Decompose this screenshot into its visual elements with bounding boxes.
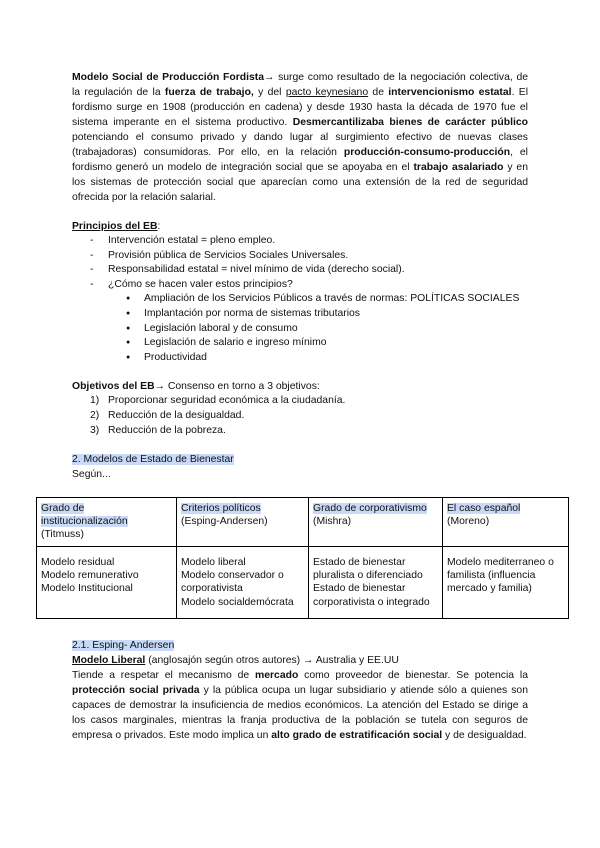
table-header-cell bbox=[177, 498, 309, 547]
section-2-1 bbox=[72, 638, 528, 743]
bold-text: protección social privada bbox=[72, 685, 200, 696]
bold-text: producción-consumo-producción bbox=[343, 147, 511, 158]
list-item: ● Productividad bbox=[126, 351, 528, 366]
text: como proveedor de bienestar. Se potencia la bbox=[298, 670, 528, 681]
header-sub: (Mishra) bbox=[313, 516, 352, 528]
cell-line: Modelo residual bbox=[41, 557, 115, 568]
table-cell bbox=[309, 547, 443, 619]
text: Reducción de la pobreza. bbox=[108, 424, 226, 436]
modelo-liberal-title bbox=[72, 653, 528, 668]
text: Consenso en torno a 3 objetivos: bbox=[164, 381, 320, 393]
heading-text: Principios del EB bbox=[72, 221, 158, 232]
text: y del bbox=[253, 87, 286, 98]
text: y de desigualdad. bbox=[442, 730, 527, 741]
list-item: ● Legislación de salario e ingreso mínimo bbox=[126, 336, 528, 351]
bold-text: trabajo asalariado bbox=[413, 162, 504, 173]
header-text: Criterios políticos bbox=[181, 503, 261, 514]
table-cell bbox=[443, 547, 569, 619]
cell-line: Modelo conservador o corporativista bbox=[181, 570, 284, 595]
text: Reducción de la desigualdad. bbox=[108, 409, 245, 421]
table-cell bbox=[37, 547, 177, 619]
section-2-heading bbox=[72, 452, 528, 467]
list-item: - Intervención estatal = pleno empleo. bbox=[90, 234, 528, 249]
cell-line: Modelo liberal bbox=[181, 557, 246, 568]
objetivos-heading bbox=[72, 379, 528, 394]
cell-line: Estado de bienestar corporativista o integrado bbox=[313, 583, 430, 608]
bold-text: fuerza de trabajo, bbox=[164, 87, 254, 98]
table-row bbox=[37, 547, 569, 619]
intro-paragraph bbox=[72, 70, 528, 205]
list-item bbox=[90, 394, 528, 409]
cell-line: Modelo Institucional bbox=[41, 583, 133, 595]
list-item: ● Legislación laboral y de consumo bbox=[126, 322, 528, 337]
fordismo-term: Modelo Social de Producción Fordista bbox=[72, 72, 264, 83]
table-header-cell bbox=[309, 498, 443, 547]
table-header-cell bbox=[37, 498, 177, 547]
text: surge como resultado de la negociación colectiva, de la regulación de la bbox=[72, 72, 529, 98]
modelo-liberal-paragraph bbox=[72, 668, 528, 743]
arrow: → bbox=[264, 72, 275, 83]
list-number: 1) bbox=[90, 395, 100, 407]
principios-heading bbox=[72, 219, 528, 234]
heading-text: 2. Modelos de Estado de Bienestar bbox=[72, 454, 234, 466]
bold-text: intervencionismo estatal bbox=[388, 87, 512, 98]
text: y la pública ocupa un lugar subsidiario y atiende sólo a quienes son capaces de demostrar la insuficiencia de medios económicos. La atención del Estado se dirige a los casos marginales, mientras la franja productiva de la población se tutela con seguros de empresa o privados. Este modo implica un bbox=[72, 685, 528, 741]
text: : bbox=[157, 221, 161, 232]
table-cell bbox=[177, 547, 309, 619]
list-item bbox=[90, 409, 528, 424]
document-body bbox=[72, 70, 528, 482]
list-item: - ¿Cómo se hacen valer estos principios? bbox=[90, 278, 528, 293]
text: , el fordismo generó un modelo de integración social que se apoyaba en el bbox=[72, 147, 528, 173]
header-text: Grado de corporativismo bbox=[313, 503, 427, 514]
header-text: Grado de institucionalización bbox=[41, 503, 128, 528]
header-sub: (Moreno) bbox=[447, 516, 490, 528]
text: Tiende a respetar el mecanismo de bbox=[72, 670, 255, 681]
text: potenciando el consumo privado y dando lugar al surgimiento efectivo de nuevas clases (trabajadoras) consumidoras. Por ello, en la relación bbox=[72, 132, 528, 158]
table-header-row bbox=[37, 498, 569, 547]
arrow: → bbox=[154, 381, 165, 393]
bold-text: mercado bbox=[255, 670, 299, 681]
text: Proporcionar seguridad económica a la ciudadanía. bbox=[108, 395, 346, 407]
cell-line: Modelo remunerativo bbox=[41, 570, 139, 582]
table-header-cell bbox=[443, 498, 569, 547]
models-table bbox=[36, 497, 569, 619]
list-item: ● Ampliación de los Servicios Públicos a través de normas: POLÍTICAS SOCIALES bbox=[126, 292, 528, 307]
text: de bbox=[368, 87, 389, 98]
list-number: 3) bbox=[90, 424, 100, 436]
cell-line: Estado de bienestar pluralista o diferenciado bbox=[313, 557, 423, 582]
text: y en los sistemas de protección social que aparecían como una extensión de la red de seguridad ofrecida por la relación salarial. bbox=[72, 162, 528, 203]
principios-sublist bbox=[72, 292, 528, 365]
underlined-text: pacto keynesiano bbox=[285, 87, 369, 98]
cell-line: Modelo mediterraneo o familista (influencia mercado y familia) bbox=[447, 557, 554, 595]
objetivos-list bbox=[72, 394, 528, 438]
heading-text: 2.1. Esping- Andersen bbox=[72, 640, 175, 651]
list-item: - Responsabilidad estatal = nivel mínimo de vida (derecho social). bbox=[90, 263, 528, 278]
segun-text: Según... bbox=[72, 469, 111, 481]
list-item bbox=[90, 424, 528, 439]
cell-line: Modelo socialdemócrata bbox=[181, 596, 294, 608]
list-item: ● Implantación por norma de sistemas tributarios bbox=[126, 307, 528, 322]
bold-text: alto grado de estratificación social bbox=[271, 730, 443, 741]
header-text: El caso español bbox=[447, 503, 521, 514]
heading-text: Objetivos del EB bbox=[72, 381, 155, 393]
header-sub: (Esping-Andersen) bbox=[181, 516, 268, 528]
text: (anglosajón según otros autores) → Australia y EE.UU bbox=[145, 655, 399, 666]
header-sub: (Titmuss) bbox=[41, 529, 84, 541]
text: . El fordismo surge en 1908 (producción en cadena) y desde 1930 hasta la década de 1970 fue el sistema imperante en el sistema productivo. bbox=[72, 87, 528, 128]
bold-text: Desmercantilizaba bienes de carácter público bbox=[292, 117, 528, 128]
principios-list bbox=[72, 234, 528, 292]
list-item: - Provisión pública de Servicios Sociales Universales. bbox=[90, 249, 528, 264]
bold-text: Modelo Liberal bbox=[72, 655, 146, 666]
section-2-1-heading bbox=[72, 638, 528, 653]
list-number: 2) bbox=[90, 409, 100, 421]
